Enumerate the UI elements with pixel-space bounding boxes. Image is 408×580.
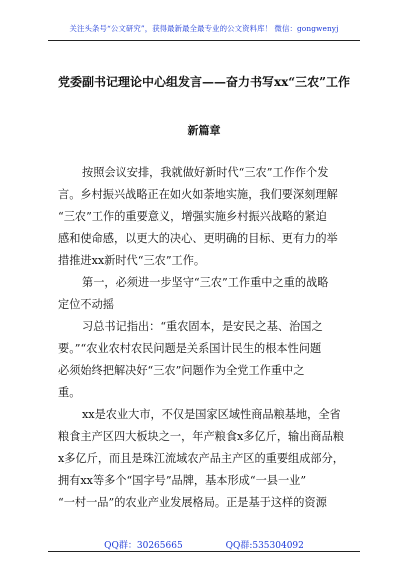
header-divider (48, 40, 360, 41)
qq-group-1: QQ群：30265665 (104, 541, 183, 551)
body-line: xx是农业大市，不仅是国家区域性商品粮基地，全省 (82, 408, 341, 421)
body-line: 定位不动摇 (58, 298, 114, 311)
document-title: 党委副书记理论中心组发言——奋力书写xx“三农”工作 (57, 75, 351, 89)
qq-group-2: QQ群:535304092 (225, 541, 304, 551)
body-line: 感和使命感，以更大的决心、更明确的目标、更有力的举 (58, 232, 338, 245)
body-line: 习总书记指出：“重农固本，是安民之基、治国之 (82, 320, 323, 333)
document-subtitle: 新篇章 (187, 124, 221, 137)
body-line: 必须始终把解决好“三农”问题作为全党工作重中之 (58, 364, 305, 377)
body-line: 措推进xx新时代“三农”工作。 (58, 254, 206, 267)
body-line: 言。乡村振兴战略正在如火如荼地实施，我们要深刻理解 (58, 188, 338, 201)
footer-contacts (0, 538, 408, 551)
body-line: 按照会议安排，我就做好新时代“三农”工作作个发 (82, 166, 329, 179)
body-line: “一村一品”的农业产业发展格局。正是基于这样的资源 (58, 496, 327, 509)
body-line: x多亿斤，而且是珠江流域农产品主产区的重要组成部分， (58, 452, 344, 465)
body-line: 粮食主产区四大板块之一，年产粮食x多亿斤，输出商品粮 (58, 430, 344, 443)
body-line: 要。”“农业农村农民问题是关系国计民生的根本性问题 (58, 342, 322, 355)
header-promo-note: 关注头条号“公文研究”，获得最新最全最专业的公文资料库！ 微信：gongwenyj (69, 24, 339, 33)
body-line: 拥有xx等多个“国字号”品牌，基本形成“一县一业” (58, 474, 307, 487)
body-line: 第一，必须进一步坚守“三农”工作重中之重的战略 (82, 276, 329, 289)
body-line: “三农”工作的重要意义，增强实施乡村振兴战略的紧迫 (58, 210, 327, 223)
body-line: 重。 (58, 386, 81, 399)
footer-divider (48, 551, 360, 552)
